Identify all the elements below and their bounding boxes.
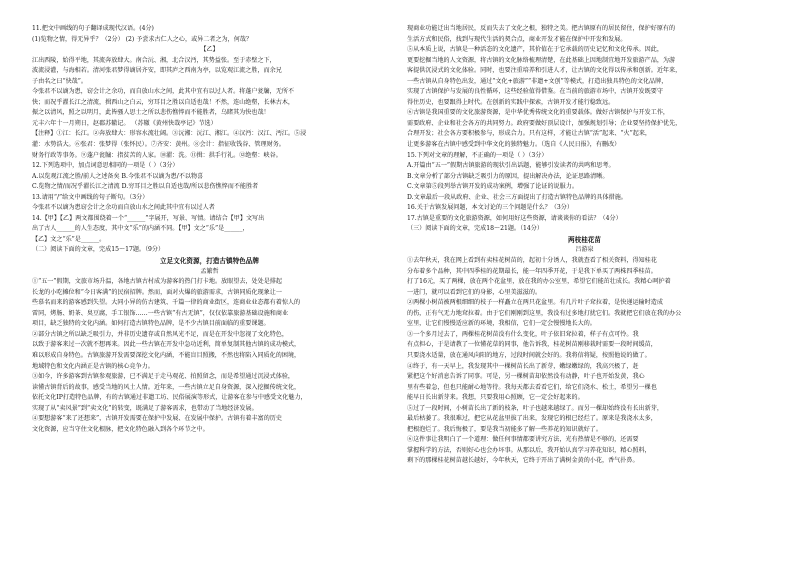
right-text-line: 16.关于古镇发展问题，本文讨论的三个问题是什么？（3分） [407,204,573,212]
left-column [32,24,387,549]
left-text-line: 文化资源，应当守住文化根脉，把文化特色融入到各个环节之中。 [32,425,209,433]
left-text-line: 孟繁哲 [200,267,219,275]
left-text-line: 项目，缺乏独特的文化内涵。如何打造古镇特色品牌，是不少古镇目前面临的重要课题。 [32,320,270,328]
left-text-line: 振之以清风，照之以明月，此皆骚人思士之所以悲伤憔悴而不能胜者，乌睹其为快也哉！ [32,109,270,117]
left-text-line: 依托文化IP打造特色品牌，有的古镇通过非遗工坊、民俗展演等形式，让游客在参与中感受文化魅力， [32,394,307,402]
left-text-line: 12.下列选项中，加点词意思相同的一项是（ ）（3分） [32,162,179,170]
left-text-line: 今张君不以谪为患窃会计之余功而自放山水之间此其中宜有以过人者 [32,204,215,212]
right-text-line: 现商业功能迁出当地居民，反而失去了文化之根，独特之美。把古镇原有的居民留住，保护好原有的 [407,25,676,32]
right-text-line: ⑤过了一段时间，小树苗长出了新的枝条，叶子也越来越绿了。而另一棵却始终没有长出新芽， [407,404,663,412]
left-text-line: 14.【甲】【乙】两文都围绕着一个“______”字展开，写景、写情。请结合【甲】文写出 [32,214,265,222]
left-text-line: ④要想游客“来了还想来”，古镇开发需要在保护中发展、在发展中保护。古镇有着丰富的历史 [32,415,282,423]
left-text-line: ③如今，许多游客到古镇参观旅游，已不满足于走马观花、拍照留念，而是希望通过沉浸式体验， [32,373,295,381]
right-column [407,24,762,549]
right-text-line: 两枝桂花苗 [568,235,601,244]
right-text-line: 分布着多个品种，其中四季桂的花期最长，能一年四季开花，于是我下单买了两株四季桂苗。 [407,267,657,275]
left-text-line: 灌：水势浩大。⑥张君：张梦得（张怀民）。⑦齐安：黄州。⑧会计：指征收钱谷、管理财务。 [32,141,285,149]
right-text-line: C.文章第⑤段列举古镇开发的成功案例，增强了论证的说服力。 [407,183,578,191]
right-text-line: ⑥古镇是我国重要的文化旅游资源，是中华优秀传统文化的重要载体。做好古镇保护与开发工作， [407,109,670,117]
left-text-line: 快；而况乎濯长江之清流，揖西山之白云，穷耳目之胜以自适也哉！不然，连山绝壑，长林古木， [32,98,295,106]
right-text-line: 生活方式和民俗，找到与现代生活的契合点，商业开发才能在保护中开发和发展。 [407,35,627,43]
left-text-line: ①“五一”假期，文旅市场升温，各地古镇古村成为游客的热门打卡地。放眼望去，处处是排起 [32,278,282,286]
left-text-line: 立足文化资源，打造古镇特色品牌 [160,257,259,266]
right-text-line: 的伤，正有气无力地耷拉着。由于它们刚刚到这里，我没有过多地打扰它们。我就把它们放在我的办公 [407,309,682,317]
right-text-line: 紧把这个好消息告诉了同事。可是，另一棵树苗却依然没有动静，叶子也开始发黄，我心 [407,373,645,381]
left-text-line: 些慕名而来的游客感到失望。大同小异的仿古建筑、千篇一律的商业街区，连商业业态都有着惊人的 [32,299,301,307]
right-text-line: 合理开发；社会各方要积极参与，形成合力。只有这样，才能让古镇“活”起来、“火”起来， [407,130,652,138]
left-text-line: C.览物之情/而况乎濯长江之清流 D.穷耳目之胜以自适也哉/所以悲伤憔悴而不能胜者 [32,183,259,191]
right-text-line: A.开篇由“五一”假期古镇旅游的现状引出话题，能够引发读者的共鸣和思考。 [407,162,615,170]
right-text-line: 最后枯萎了。我很难过，把它从花盆里拔了出来，发现它的根已经烂了。原来是我浇水太多， [407,415,657,423]
right-text-line: 更要挖掘当地的人文资源，将古镇的文化脉络梳理清楚，在此基础上因地制宜地开发旅游产品，为游 [407,56,676,64]
left-text-line: 【乙】文之“乐”是______。 [32,235,106,243]
right-text-line: 得住历史，也要跟得上时代。在创新的实践中探索，古镇开发才能行稳致远。 [407,98,615,106]
left-text-line: 江出西陵，始得平地，其流奔放肆大。南合沅、湘，北合汉沔，其势益张。至于赤壁之下， [32,56,276,64]
right-text-line: 掌握科学的方法，否则好心也会办坏事。从那以后，我开始认真学习养花知识，精心照料， [407,446,651,454]
right-text-line: 只要浇水适量，放在通风向阳的地方，过段时间就会好的。我将信将疑，按照他说的做了。 [407,351,651,359]
right-text-line: ④终于，有一天早上，我发现其中一棵树苗长出了新芽，嫩绿嫩绿的，我高兴极了，赶 [407,362,639,370]
right-text-line: B.文章分析了部分古镇缺乏吸引力的原因，提出解决办法，论证思路清晰。 [407,172,609,180]
left-text-line: 11.把文中画线的句子翻译成现代汉语。(4分) [32,25,154,32]
left-text-line: 财务行政等事务。⑨蓬户瓮牖：指贫苦的人家。⑩濯：洗。⑪揖：拱手行礼。⑫绝壑：峡谷。 [32,151,282,159]
left-text-line: (1)览物之情，得无异乎？（2分） (2) 予尝求古仁人之心，或异二者之为，何哉？ [32,35,253,43]
right-text-line: ①去年秋天，我在网上看到有卖桂花树苗的，起初十分诱人，我就查看了相关资料，得知桂花 [407,257,657,265]
left-text-line: 实现了从“卖风景”到“卖文化”的转变，既满足了游客需求，也带动了当地经济发展。 [32,404,258,412]
right-text-line: （三）阅读下面的文章，完成18～21题。（14分） [407,225,543,233]
left-text-line: 13.请用“/”给文中画线的句子断句。（3分） [32,193,149,201]
right-text-line: 一些古镇从自身特色出发，通过“文化+旅游”“非遗+文创”等模式，打造出独具特色的文化品牌， [407,77,668,85]
right-text-line: ⑥这件事让我明白了一个道理：做任何事情都要讲究方法，光有热情是不够的，还需要 [407,436,639,444]
left-text-line: 地域特色和文化内涵正是古镇的核心竞争力。 [32,362,154,370]
right-text-line: 实现了古镇保护与发展的良性循环，这些经验值得借鉴。在当前的旅游市场中，古镇开发既要守 [407,88,663,96]
left-text-line: 以致于游客来过一次就不想再来。因此一些古镇在开发中急功近利，简单复制其他古镇的成功模式， [32,341,301,349]
right-text-line: D.文章最后一段从政府、企业、社会三方面提出了打造古镇特色品牌的具体措施。 [407,193,627,201]
left-text-line: 长龙的小吃摊位和“今日客满”的民宿招牌。然而，面对火爆的旅游需求，古镇同质化现象让一 [32,288,282,296]
right-text-line: ②两棵小树苗被两根细细的枝子一样矗立在两只花盆里。有几片叶子耷拉着，是快递运输时造成 [407,299,663,307]
right-text-line: 一进门，就可以看到它们的身影，心里美滋滋的。 [407,288,542,296]
left-text-line: ②部分古镇之所以缺乏吸引力，并非历史遗存或自然风光不足，而是在开发中忽视了文化特色， [32,330,288,338]
left-text-line: 元丰六年十一月朔日，赵郡苏辙记。 （苏辙《黄州快哉亭记》节选） [32,119,217,127]
left-text-line: 出了古人______的人生态度，其中文“乐”的内涵不同。【甲】文之“乐”是______， [32,225,249,233]
right-text-line: 有点担心，于是请教了一位懂花草的同事，他告诉我，桂花树苗刚移栽时需要一段时间缓苗， [407,341,657,349]
right-text-line: 打了16元，买了两棵，放在两个花盆里，放在我的办公室里，希望它们能茁壮成长。我精心呵护着 [407,278,671,286]
right-text-line: 把根泡烂了。我后悔极了，要是我当初能多了解一些养花的知识就好了。 [407,425,602,433]
right-text-line: 需要政府、企业和社会各方的共同努力。政府要做好顶层设计，加强规划引导；企业要坚持保护优先， [407,119,682,127]
left-text-line: 今张君不以谪为患，窃会计之余功，而自放山水之间，此其中宜有以过人者。将蓬户瓮牖，无所不 [32,88,295,96]
right-text-line: 吕游泉 [575,246,594,254]
left-text-line: A.以览观江流之胜/前人之述备矣 B.今张君不以谪为患/不以物喜 [32,172,204,180]
left-text-line: 【注释】①江：长江。②奔放肆大：形容水流壮阔。③沅湘：沅江、湘江。④汉沔：汉江、沔江。⑤浸 [32,130,307,138]
right-text-line: 室里，让它们慢慢适应新的环境，我相信，它们一定会慢慢地长大的。 [407,320,596,328]
right-text-line: 能早日长出新芽来。我想，只要我用心照顾，它一定会好起来的。 [407,394,584,402]
right-text-line: 15.下列对文章的理解，不正确的一项是（ ）（3分） [407,151,548,159]
right-text-line: 里有些着急，但也只能耐心地等待。我每天都去看看它们，给它们浇水、松土，希望另一棵也 [407,383,657,391]
left-text-line: 难以形成自身特色。古镇旅游开发需要深挖文化内涵，不能盲目照搬，不然也将陷入同质化的困境， [32,351,301,359]
left-text-line: 波流浸灌，与海相若。清河张君梦得谪居齐安，即其庐之西南为亭，以览观江流之胜，而余兄 [32,67,282,75]
right-text-line: 17.古镇是重要的文化旅游资源，如何用好这些资源，请谈谈你的看法？（4分） [407,214,622,222]
left-text-line: 读懂古镇背后的故事，感受当地的风土人情。近年来，一些古镇立足自身资源，深入挖掘传统文化， [32,383,301,391]
right-text-line: ③一个多月过去了，两棵桂花树苗没有什么变化，叶子依旧耷拉着，样子有点可怜。我 [407,330,639,338]
left-text-line: 子由名之曰“快哉”。 [32,77,87,85]
left-text-line: 【乙】 [200,46,219,54]
right-text-line: ⑤从本质上说，古镇是一种活态的文化遗产，其价值在于它承载的历史记忆和文化传承。因此， [407,46,663,54]
right-text-line: 客提供沉浸式的文化体验。同时，也要注重培养和引进人才，让古镇的文化得以传承和创新。近年来， [407,67,682,75]
left-text-line: （二）阅读下面的文章，完成15～17题。（9分） [32,246,165,254]
left-text-line: 雷同，烤肠、奶茶、臭豆腐，手工银饰……一些古镇“有古无镇”，仅仅依靠旅游基础设施和商业 [32,309,289,317]
right-text-line: 让更多游客在古镇中感受到中华文化的独特魅力。（选自《人民日报》，有删改） [407,141,621,149]
right-text-line: 剩下的那棵桂花树苗越长越好，今年秋天，它终于开出了满树金黄的小花，香气扑鼻。 [407,457,639,465]
